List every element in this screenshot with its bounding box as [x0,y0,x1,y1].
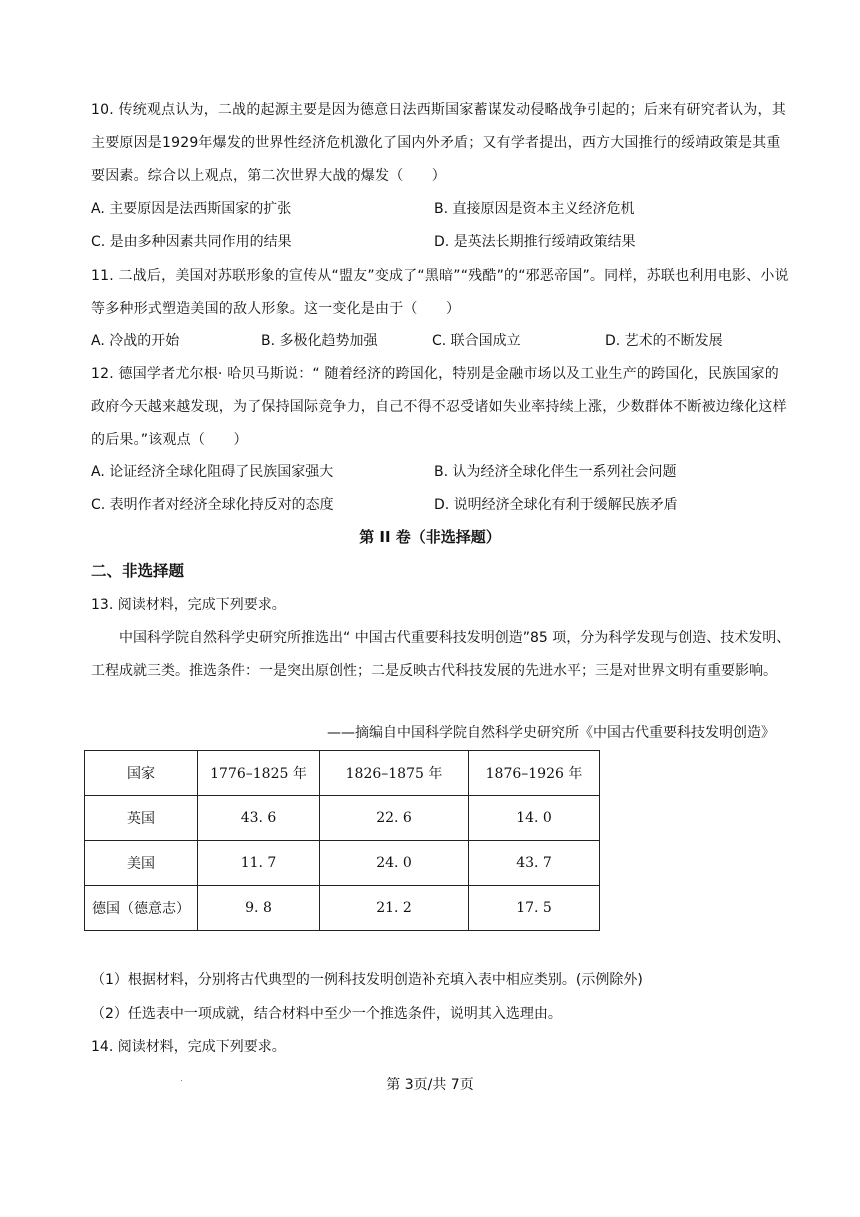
question-11-options-row [91,325,791,358]
table-cell: 21. 2 [320,886,469,931]
table-header-cell: 1876–1926 年 [469,751,600,796]
question-12-options-row-2 [91,489,791,522]
page-number: 第 3页/共 7页 [386,1077,474,1093]
data-table [84,750,600,931]
question-10-stem: 10. 传统观点认为，二战的起源主要是因为德意日法西斯国家蓄谋发动侵略战争引起的；后来有研究者认为，其主要原因是1929年爆发的世界性经济危机激化了国内外矛盾；又有学者提出，西方大国推行的绥靖政策是其重要因素。综合以上观点，第二次世界大战的爆发（ ） [91,102,786,184]
table-cell-country: 美国 [85,841,198,886]
question-13-requirement-2: （2）任选表中一项成就，结合材料中至少一个推选条件，说明其入选理由。 [91,1006,562,1022]
question-13-material: 中国科学院自然科学史研究所推选出“ 中国古代重要科技发明创造”85 项，分为科学发现与创造、技术发明、工程成就三类。推选条件：一是突出原创性；二是反映古代科技发展的先进水平；三是对世界文明有重要影响。 [91,630,791,679]
question-10-option-c[interactable]: C. 是由多种因素共同作用的结果 [91,234,292,250]
question-12-option-d[interactable]: D. 说明经济全球化有利于缓解民族矛盾 [434,497,678,513]
question-10-options-row-2 [91,226,791,259]
question-10-options-row-1 [91,193,791,226]
part-heading: 二、非选择题 [91,562,185,580]
table-row [85,841,600,886]
question-10-option-a[interactable]: A. 主要原因是法西斯国家的扩张 [91,201,292,217]
table-cell-country: 德国（德意志） [85,886,198,931]
question-11-stem: 11. 二战后，美国对苏联形象的宣传从“盟友”变成了“黑暗”“残酷”的“邪恶帝国”。同样，苏联也利用电影、小说等多种形式塑造美国的敌人形象。这一变化是由于（ ） [91,268,789,317]
question-10-option-d[interactable]: D. 是英法长期推行绥靖政策结果 [434,234,636,250]
table-cell: 17. 5 [469,886,600,931]
table-cell-country: 英国 [85,796,198,841]
question-13-source: ——摘编自中国科学院自然科学史研究所《中国古代重要科技发明创造》 [327,725,775,741]
question-13-requirement-1: （1）根据材料，分别将古代典型的一例科技发明创造补充填入表中相应类别。(示例除外) [91,972,643,988]
table-header-cell: 1826–1875 年 [320,751,469,796]
table-cell: 11. 7 [198,841,320,886]
table-cell: 22. 6 [320,796,469,841]
table-cell: 14. 0 [469,796,600,841]
question-11-option-c[interactable]: C. 联合国成立 [432,333,521,349]
question-12-option-a[interactable]: A. 论证经济全球化阻碍了民族国家强大 [91,464,334,480]
question-13-heading: 13. 阅读材料，完成下列要求。 [91,597,286,613]
table-cell: 43. 7 [469,841,600,886]
table-cell: 43. 6 [198,796,320,841]
table-row [85,796,600,841]
section-title: 第 II 卷（非选择题） [359,528,501,546]
question-11-option-a[interactable]: A. 冷战的开始 [91,333,180,349]
table-row [85,886,600,931]
footer-dot: . [180,1074,183,1084]
question-12-options-row-1 [91,456,791,489]
table-cell: 24. 0 [320,841,469,886]
question-10-option-b[interactable]: B. 直接原因是资本主义经济危机 [434,201,635,217]
table-header-cell: 1776–1825 年 [198,751,320,796]
question-14-heading: 14. 阅读材料，完成下列要求。 [91,1039,286,1055]
table-header-row [85,751,600,796]
question-11-option-d[interactable]: D. 艺术的不断发展 [605,333,723,349]
question-12-option-b[interactable]: B. 认为经济全球化伴生一系列社会问题 [434,464,677,480]
question-11-option-b[interactable]: B. 多极化趋势加强 [261,333,378,349]
question-12-stem: 12. 德国学者尤尔根· 哈贝马斯说：“ 随着经济的跨国化，特别是金融市场以及工业生产的跨国化，民族国家的政府今天越来越发现，为了保持国际竞争力，自己不得不忍受诸如失业率持续上涨，少数群体不断被边缘化这样的后果。”该观点（ ） [91,366,787,448]
table-header-cell: 国家 [85,751,198,796]
question-12-option-c[interactable]: C. 表明作者对经济全球化持反对的态度 [91,497,334,513]
table-cell: 9. 8 [198,886,320,931]
